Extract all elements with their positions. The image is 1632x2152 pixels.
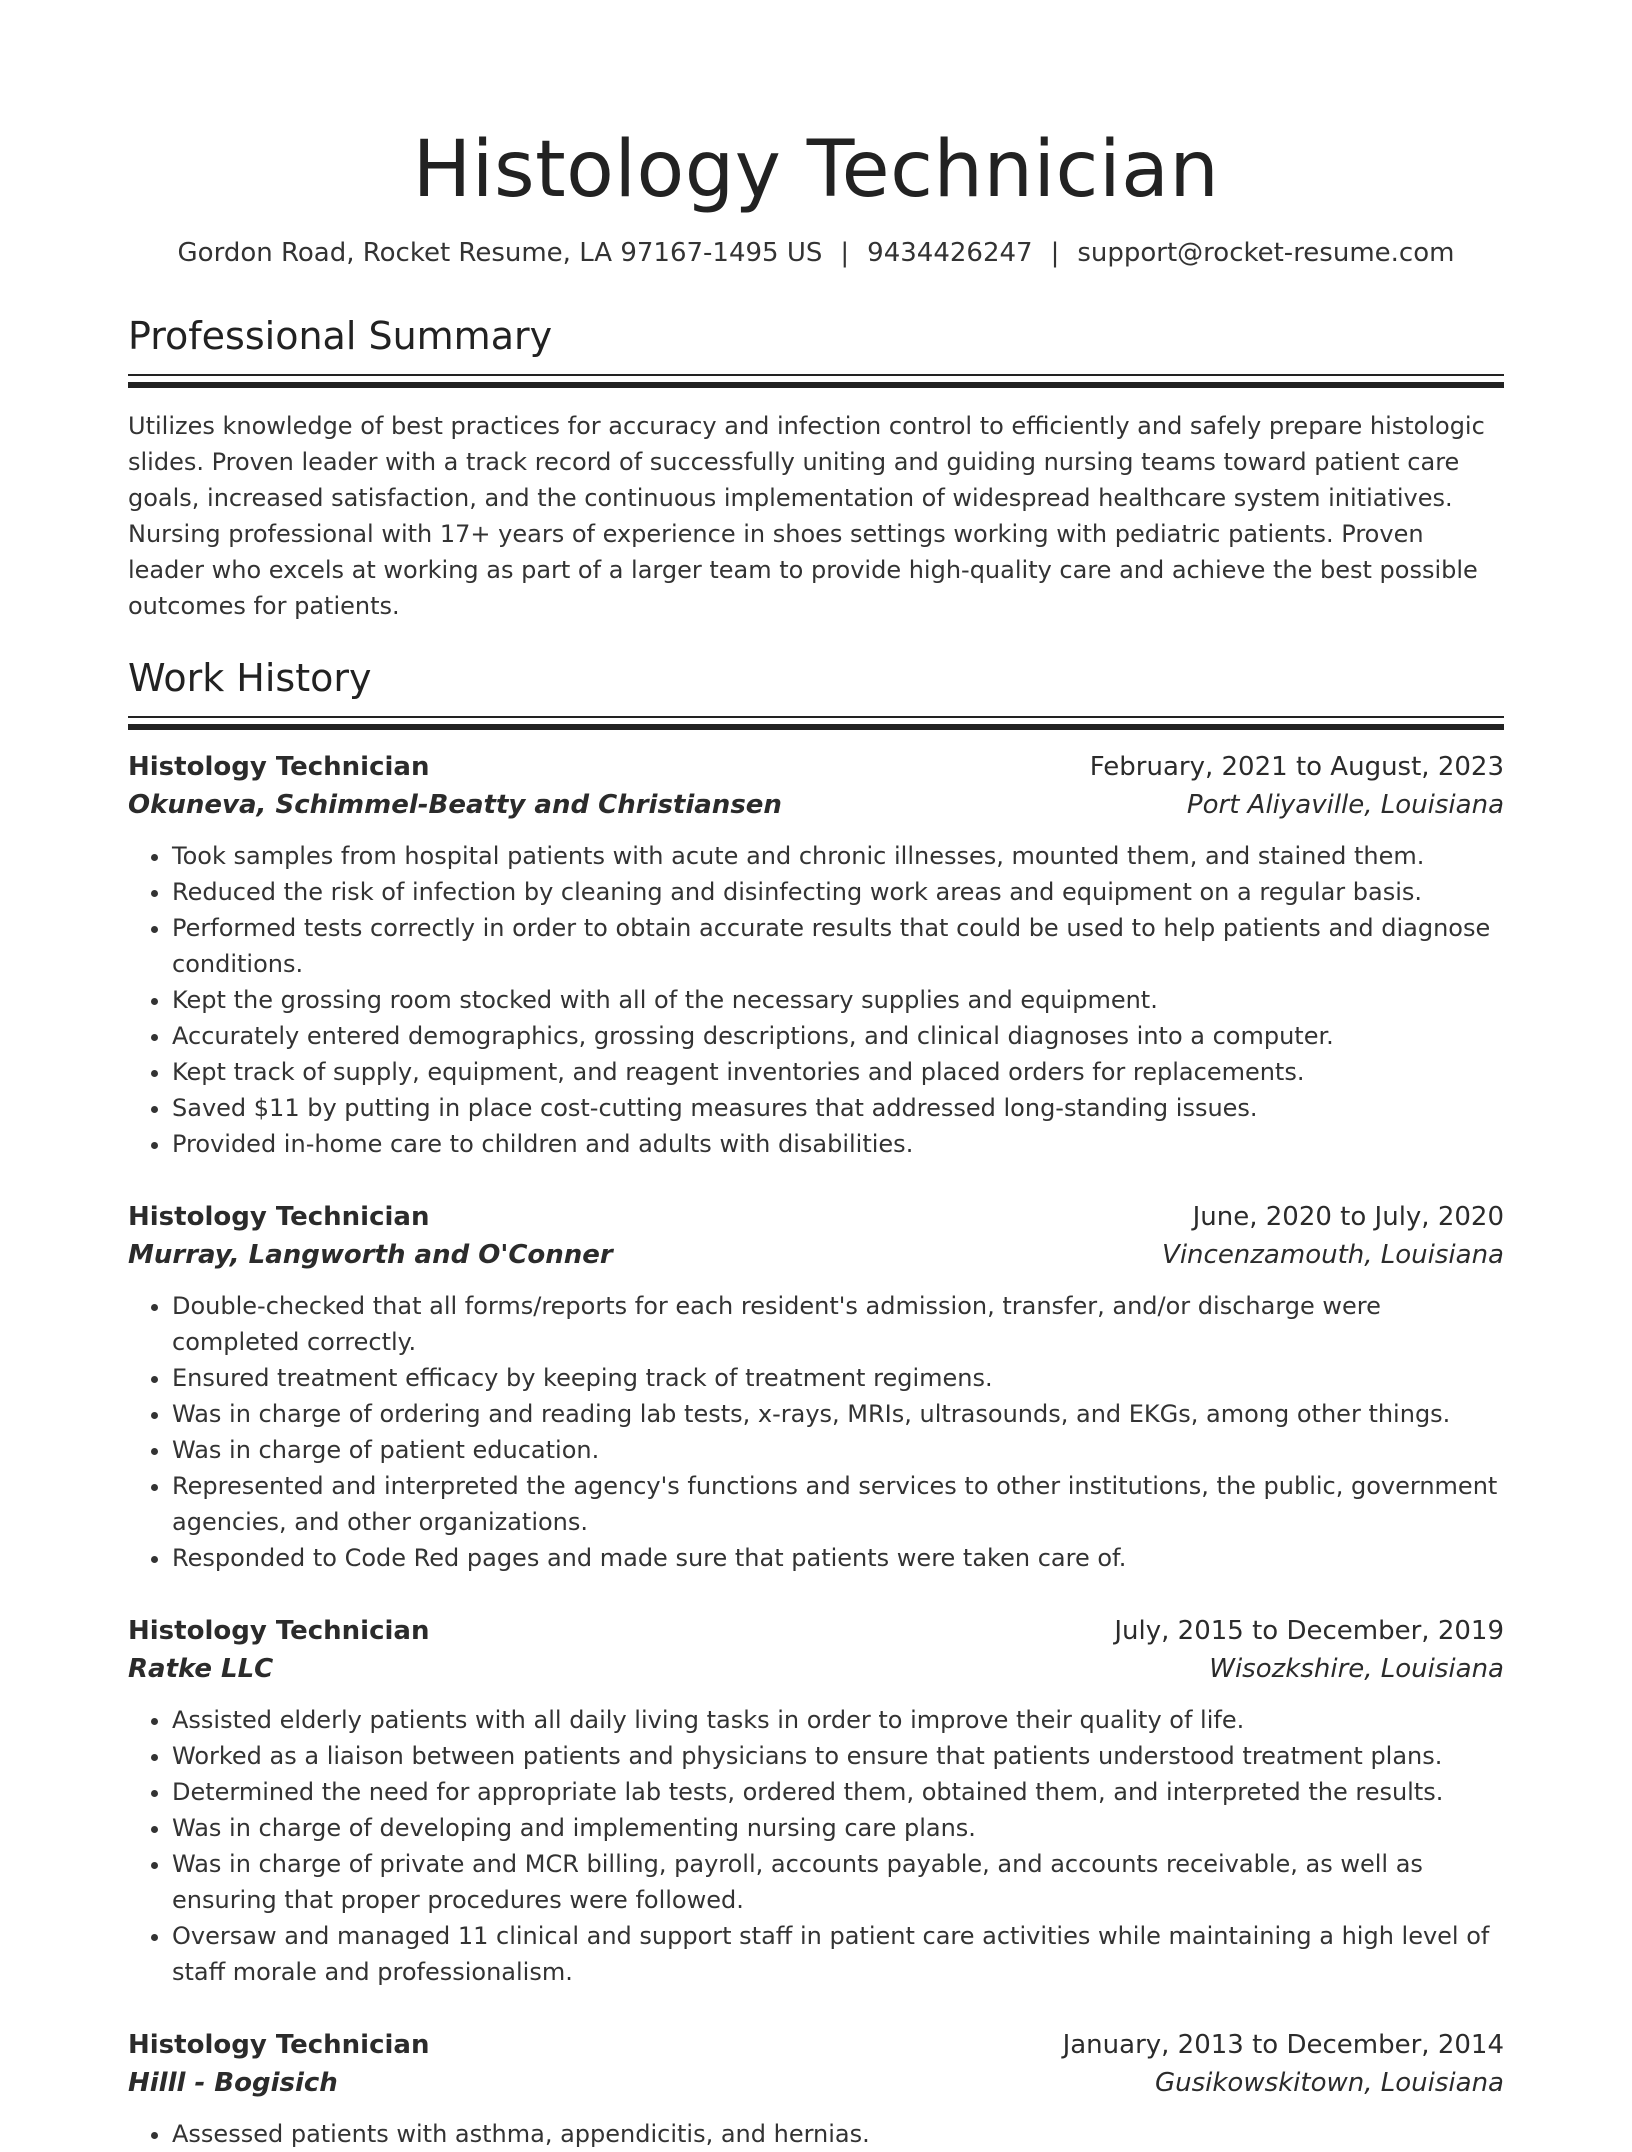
job-bullet: • Oversaw and managed 11 clinical and support staff in patient care activities while maintaining a high level of staff morale and professionalism. — [172, 1918, 1504, 1990]
section-divider — [128, 716, 1504, 726]
job-company: Murray, Langworth and O'Conner — [128, 1240, 613, 1270]
job-bullet: • Ensured treatment efficacy by keeping track of treatment regimens. — [172, 1360, 1504, 1396]
job-title-row — [128, 1198, 1504, 1236]
contact-phone: 9434426247 — [867, 238, 1033, 268]
job-title: Histology Technician — [128, 1202, 430, 1232]
job-bullet: • Assessed patients with asthma, appendicitis, and hernias. — [172, 2116, 1504, 2152]
job-entry — [128, 2026, 1504, 2152]
job-bullet: • Accurately entered demographics, grossing descriptions, and clinical diagnoses into a computer. — [172, 1018, 1504, 1054]
job-dates: July, 2015 to December, 2019 — [1114, 1616, 1504, 1646]
job-bullet: • Saved $11 by putting in place cost-cutting measures that addressed long-standing issues. — [172, 1090, 1504, 1126]
resume-page — [128, 0, 1504, 2152]
job-company-row — [128, 1650, 1504, 1688]
job-bullet: • Double-checked that all forms/reports for each resident's admission, transfer, and/or discharge were completed correctly. — [172, 1288, 1504, 1360]
contact-separator: | — [1050, 238, 1060, 268]
job-company-row — [128, 1236, 1504, 1274]
job-bullet: • Provided in-home care to children and adults with disabilities. — [172, 1126, 1504, 1162]
job-bullet: • Represented and interpreted the agency's functions and services to other institutions, the public, government agencies, and other organizations. — [172, 1468, 1504, 1540]
job-entry — [128, 1198, 1504, 1576]
contact-line — [128, 236, 1504, 270]
job-bullet: • Performed tests correctly in order to obtain accurate results that could be used to help patients and diagnose conditions. — [172, 910, 1504, 982]
job-company: Ratke LLC — [128, 1654, 274, 1684]
contact-address: Gordon Road, Rocket Resume, LA 97167-1495 US — [177, 238, 823, 268]
job-bullet: • Worked as a liaison between patients and physicians to ensure that patients understood treatment plans. — [172, 1738, 1504, 1774]
job-bullet-list — [128, 2116, 1504, 2152]
job-title-row — [128, 2026, 1504, 2064]
job-bullet-list — [128, 1702, 1504, 1990]
resume-name: Histology Technician — [412, 125, 1220, 215]
job-dates: February, 2021 to August, 2023 — [1089, 752, 1504, 782]
section-divider — [128, 374, 1504, 384]
summary-text: Utilizes knowledge of best practices for accuracy and infection control to efficiently and safely prepare histologic slides. Proven leader with a track record of successfully uniting and guiding nursing teams toward patient care goals, increased satisfaction, and the continuous implementation of widespread healthcare system initiatives. Nursing professional with 17+ years of experience in shoes settings working with pediatric patients. Proven leader who excels at working as part of a larger team to provide high-quality care and achieve the best possible outcomes for patients. — [128, 412, 1485, 620]
job-company-row — [128, 2064, 1504, 2102]
job-bullet: • Was in charge of private and MCR billing, payroll, accounts payable, and accounts receivable, as well as ensuring that proper procedures were followed. — [172, 1846, 1504, 1918]
job-location: Gusikowskitown, Louisiana — [1154, 2068, 1504, 2098]
job-title: Histology Technician — [128, 1616, 430, 1646]
job-list — [128, 748, 1504, 2152]
summary-section — [128, 312, 1504, 624]
job-entry — [128, 748, 1504, 1162]
job-bullet: • Assisted elderly patients with all daily living tasks in order to improve their quality of life. — [172, 1702, 1504, 1738]
job-bullet: • Kept the grossing room stocked with all of the necessary supplies and equipment. — [172, 982, 1504, 1018]
job-bullet: • Took samples from hospital patients with acute and chronic illnesses, mounted them, and stained them. — [172, 838, 1504, 874]
job-title-row — [128, 1612, 1504, 1650]
job-location: Port Aliyaville, Louisiana — [1186, 790, 1504, 820]
job-location: Vincenzamouth, Louisiana — [1162, 1240, 1504, 1270]
job-company: Hilll - Bogisich — [128, 2068, 338, 2098]
job-bullet: • Kept track of supply, equipment, and reagent inventories and placed orders for replacements. — [172, 1054, 1504, 1090]
job-entry — [128, 1612, 1504, 1990]
job-bullet: • Was in charge of patient education. — [172, 1432, 1504, 1468]
work-history-heading: Work History — [128, 656, 372, 700]
work-history-section — [128, 654, 1504, 2152]
summary-heading: Professional Summary — [128, 314, 553, 358]
contact-separator: | — [840, 238, 850, 268]
job-bullet-list — [128, 1288, 1504, 1576]
job-title-row — [128, 748, 1504, 786]
job-title: Histology Technician — [128, 2030, 430, 2060]
job-bullet: • Reduced the risk of infection by cleaning and disinfecting work areas and equipment on a regular basis. — [172, 874, 1504, 910]
job-bullet: • Was in charge of developing and implementing nursing care plans. — [172, 1810, 1504, 1846]
job-title: Histology Technician — [128, 752, 430, 782]
job-bullet: • Determined the need for appropriate lab tests, ordered them, obtained them, and interpreted the results. — [172, 1774, 1504, 1810]
job-dates: January, 2013 to December, 2014 — [1062, 2030, 1504, 2060]
job-location: Wisozkshire, Louisiana — [1209, 1654, 1504, 1684]
job-bullet: • Responded to Code Red pages and made sure that patients were taken care of. — [172, 1540, 1504, 1576]
contact-email[interactable]: support@rocket-resume.com — [1077, 238, 1455, 268]
job-dates: June, 2020 to July, 2020 — [1192, 1202, 1504, 1232]
job-bullet: • Was in charge of ordering and reading lab tests, x-rays, MRIs, ultrasounds, and EKGs, among other things. — [172, 1396, 1504, 1432]
job-company-row — [128, 786, 1504, 824]
job-bullet-list — [128, 838, 1504, 1162]
job-company: Okuneva, Schimmel-Beatty and Christiansen — [128, 790, 782, 820]
